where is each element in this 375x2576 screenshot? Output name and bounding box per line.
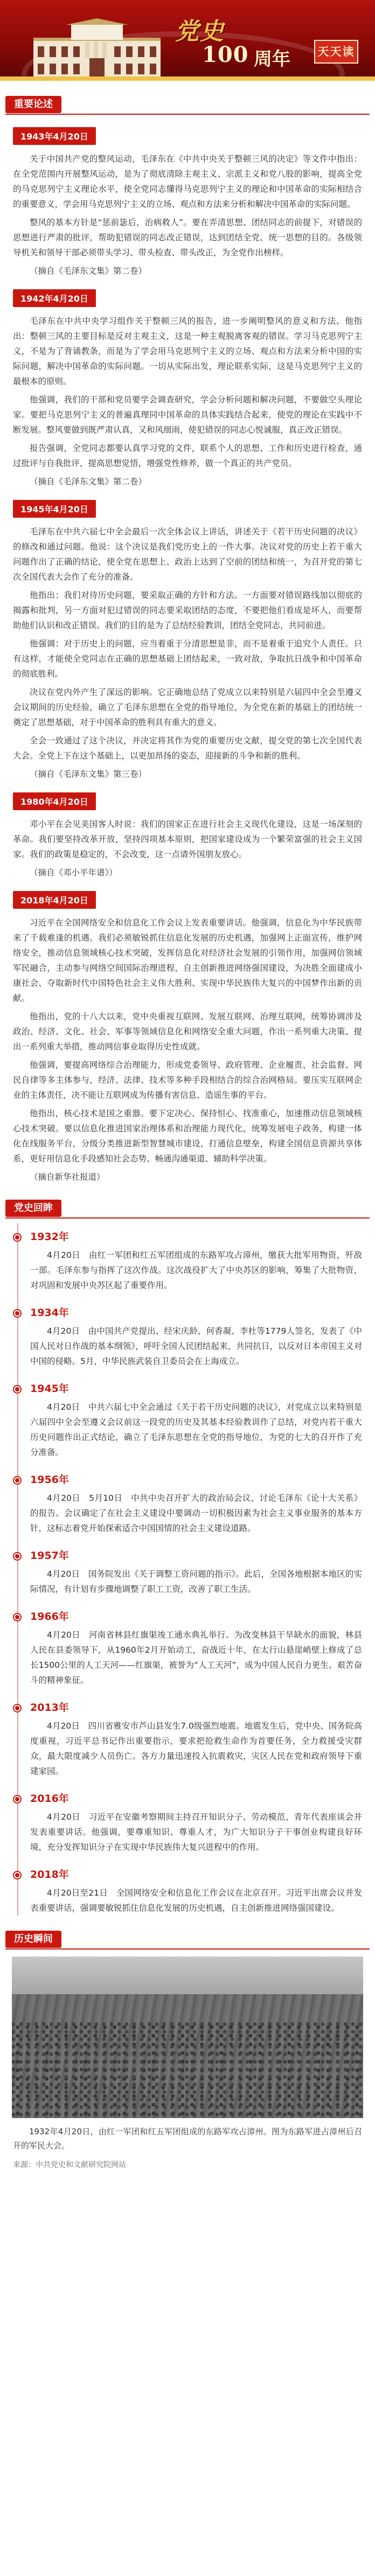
speech-paragraph: 他强调：对于历史上的问题，应当着重于分清思想是非，而不是着重于追究个人责任。只有这样，才能使全党同志在正确的思想基础上团结起来，一致对敌，争取抗日战争和中国革命的彻底胜利。 (13, 639, 362, 679)
section-header-photo (0, 1931, 375, 1949)
banner-title-party-history: 党史 (175, 18, 225, 45)
speech-paragraph: 他指出，核心技术是国之重器。要下定决心、保持恒心、找准重心，加速推动信息领域核心技术突破。要以信息化推进国家治理体系和治理能力现代化，统筹发展电子政务，构建一体化在线服务平台，分级分类推进新型智慧城市建设，打通信息壁垒，构建全国信息资源共享体系，更好用信息化手段感知社会态势、畅通沟通渠道、辅助科学决策。 (13, 1109, 362, 1164)
timeline-item (30, 1226, 362, 1293)
timeline-text: 4月20日至21日 全国网络安全和信息化工作会议在北京召开。习近平出席会议并发表重要讲话，强调要敏锐抓住信息化发展的历史机遇，自主创新推进网络强国建设。 (30, 1888, 362, 1913)
timeline-year (30, 1381, 69, 1395)
timeline-year-label: 1932年 (30, 1231, 69, 1243)
timeline-year-label: 1966年 (30, 1611, 69, 1623)
speech-paragraph: 整风的基本方针是“惩前毖后，治病救人”。要在弄清思想、团结同志的前提下，对错误的思想进行严肃的批评，帮助犯错误的同志改正错误，达到团结全党、统一思想的目的。各级领导机关和领导干部必须带头学习、带头检查、带头改正，为全党作出榜样。 (13, 218, 362, 257)
photo-container (0, 1954, 375, 2118)
banner-gold-stripe (0, 76, 375, 81)
timeline-dot-icon (14, 1705, 20, 1711)
historic-photo[interactable] (12, 1957, 363, 2118)
timeline-text: 4月20日 中共六届七中全会通过《关于若干历史问题的决议》，对党成立以来特别是六届四中全会至遵义会议前这一段党的历史及其基本经验教训作了总结，对党内若干重大历史问题作出正式结论，确立了毛泽东思想在全党的指导地位，为党的七大的召开作了充分准备。 (30, 1402, 362, 1457)
section-rule (5, 1217, 370, 1219)
timeline-item (30, 1544, 362, 1597)
speech-paragraph: 毛泽东在中共六届七中全会最后一次全体会议上讲话，讲述关于《若干历史问题的决议》的修改和通过问题。他说：这个决议是我们党历史上的一件大事。决议对党的历史上若干重大问题作出了正确的结论，使全党在思想上、政治上达到了空前的团结和统一，为召开党的第七次全国代表大会作了充分的准备。 (13, 527, 362, 582)
timeline-year (30, 1472, 69, 1486)
speech-date: 1945年4月20日 (13, 500, 96, 518)
speech-block-2018 (0, 883, 375, 1185)
timeline-text: 4月20日 5月10日 中共中央召开扩大的政治局会议，讨论毛泽东《论十大关系》的报告。会议确定了在社会主义建设中要调动一切积极因素为社会主义事业服务的基本方针，这标志着党开始探索适合中国国情的社会主义建设道路。 (30, 1493, 362, 1533)
timeline-text: 4月20日 国务院发出《关于调整工资问题的指示》。此后，全国各地根据本地区的实际情况，有计划有步骤地调整了职工工资，改善了职工生活。 (30, 1569, 362, 1594)
speech-date: 1943年4月20日 (13, 127, 96, 145)
timeline-dot-icon (14, 1310, 20, 1317)
speech-date: 1980年4月20日 (13, 792, 96, 810)
timeline-dot-icon (14, 1386, 20, 1393)
timeline-dot-icon (14, 1872, 20, 1878)
timeline-year-label: 2018年 (30, 1869, 69, 1881)
banner-title (175, 11, 358, 70)
photo-crowd (12, 2021, 363, 2118)
timeline-year (30, 1867, 69, 1881)
section-rule (5, 1948, 370, 1950)
speech-date: 2018年4月20日 (13, 891, 96, 909)
speech-block-1945 (0, 492, 375, 782)
speech-block-1980 (0, 785, 375, 880)
speech-paragraph: 报告强调，全党同志都要认真学习党的文件，联系个人的思想、工作和历史进行检查，通过批评与自我批评，提高思想觉悟，增强党性修养，做一个真正的共产党员。 (13, 443, 362, 468)
speech-block-1943 (0, 120, 375, 279)
timeline-year-label: 1945年 (30, 1383, 69, 1395)
section-header-timeline (0, 1200, 375, 1218)
section-title-photo: 历史瞬间 (5, 1931, 61, 1948)
timeline-year (30, 1791, 69, 1805)
header-banner (0, 0, 375, 81)
section-rule (5, 114, 370, 115)
speech-paragraph: 他强调，我们的干部和党员要学会调查研究，学会分析问题和解决问题，不要做空头理论家。要把马克思列宁主义的普遍真理同中国革命的具体实践结合起来，使党的理论在实践中不断发展。整风要做到既严肃认真，又和风细雨，使犯错误的同志心悦诚服，真正改正错误。 (13, 395, 362, 435)
timeline-item (30, 1787, 362, 1855)
speech-paragraph: 他指出：我们对待历史问题，要采取正确的方针和方法。一方面要对错误路线加以彻底的揭露和批判，另一方面对犯过错误的同志要采取团结的态度，不要把他们看成是坏人，而要帮助他们认识和改正错误。我们的目的是为了总结经验教训，团结全党同志，共同前进。 (13, 590, 362, 630)
speech-source: （摘自《毛泽东文集》第二卷） (30, 477, 147, 486)
timeline-item (30, 1377, 362, 1460)
timeline-dot-icon (14, 1477, 20, 1484)
history-timeline (0, 1223, 375, 1916)
speech-paragraph: 他指出，党的十八大以来，党中央重视互联网、发展互联网、治理互联网，统筹协调涉及政治、经济、文化、社会、军事等领域信息化和网络安全重大问题，作出一系列重大决策、提出一系列重大举措，推动网信事业取得历史性成就。 (13, 1012, 362, 1052)
photo-caption: 1932年4月20日，由红一军团和红五军团组成的东路军攻占漳州。图为东路军进占漳州后召开的军民大会。 (13, 2127, 362, 2150)
speech-source: （摘自《毛泽东文集》第三卷） (30, 769, 147, 779)
timeline-year-label: 1957年 (30, 1550, 69, 1562)
section-title-speeches: 重要论述 (5, 96, 61, 113)
timeline-year (30, 1229, 69, 1243)
timeline-year (30, 1700, 69, 1714)
article-source: 来源：中共党史和文献研究院网站 (13, 2161, 126, 2169)
timeline-dot-icon (14, 1553, 20, 1559)
timeline-item (30, 1863, 362, 1916)
speech-paragraph: 决议在党内外产生了深远的影响。它正确地总结了党成立以来特别是六届四中全会至遵义会议期间的历史经验，确立了毛泽东思想在全党的指导地位，为全党在新的基础上的团结统一奠定了思想基础，对于中国革命的胜利具有重大的意义。 (13, 687, 362, 727)
timeline-dot-icon (14, 1614, 20, 1620)
speech-paragraph: 毛泽东在中共中央学习组作关于整顿三风的报告，进一步阐明整风的意义和方法。他指出：整顿三风的主要目标是反对主观主义，这是一种主观脱离客观的错误。学习马克思列宁主义，不是为了背诵教条，而是为了学会用马克思列宁主义的立场、观点和方法来分析中国的实际问题，解决中国革命的实际问题。一切从实际出发，理论联系实际，这是马克思列宁主义的最根本的原则。 (13, 316, 362, 386)
timeline-year-label: 2013年 (30, 1702, 69, 1714)
speech-source: （摘自《毛泽东文集》第二卷） (30, 266, 147, 276)
timeline-text: 4月20日 四川省雅安市芦山县发生7.0级强烈地震。地震发生后，党中央、国务院高度重视，习近平总书记作出重要指示，要求把抢救生命作为首要任务，全力救援受灾群众，最大限度减少人员伤亡。各方力量迅速投入抗震救灾，灾区人民在党和政府领导下重建家园。 (30, 1721, 362, 1776)
timeline-item (30, 1301, 362, 1369)
speech-paragraph: 邓小平在会见美国客人时说：我们的国家正在进行社会主义现代化建设，这是一场深刻的革命。我们要坚持改革开放，坚持四项基本原则，把国家建设成为一个繁荣富强的社会主义国家。我们的政策是稳定的，不会改变，这一点请外国朋友放心。 (13, 819, 362, 859)
banner-title-anniversary: 周年 (254, 48, 290, 70)
speech-paragraph: 全会一致通过了这个决议，并决定将其作为党的重要历史文献，提交党的第七次全国代表大会。全党上下在这个基础上，以更加昂扬的姿态，迎接新的斗争和新的胜利。 (13, 736, 362, 761)
timeline-year (30, 1609, 69, 1623)
speech-block-1942 (0, 282, 375, 489)
timeline-text: 4月20日 河南省林县红旗渠竣工通水典礼举行。为改变林县干旱缺水的面貌，林县人民在县委领导下，从1960年2月开始动工，奋战近十年，在太行山悬崖峭壁上修成了总长1500公里的人工天河——红旗渠，被誉为“人工天河”，成为中国人民自力更生、艰苦奋斗的精神象征。 (30, 1630, 362, 1685)
timeline-text: 4月20日 由中国共产党提出、经宋庆龄、何香凝、李杜等1779人签名，发表了《中国人民对日作战的基本纲领》，呼吁全国人民团结起来，共同抗日，以反对日本帝国主义对中国的侵略。5月，中华民族武装自卫委员会在上海成立。 (30, 1326, 362, 1366)
timeline-text: 4月20日 习近平在安徽考察期间主持召开知识分子、劳动模范、青年代表座谈会并发表重要讲话。他强调，要尊重知识、尊重人才，为广大知识分子干事创业构建良好环境，充分发挥知识分子在实现中华民族伟大复兴进程中的作用。 (30, 1812, 362, 1852)
section-header-speeches (0, 96, 375, 114)
timeline-year-label: 1956年 (30, 1474, 69, 1486)
timeline-text: 4月20日 由红一军团和红五军团组成的东路军攻占漳州，缴获大批军用物资，歼敌一部。毛泽东参与指挥了这次作战。这次战役扩大了中央苏区的影响，筹集了大批物资，对巩固和发展中央苏区起了重要作用。 (30, 1250, 362, 1290)
building-illustration (33, 18, 161, 81)
timeline-year (30, 1305, 69, 1319)
timeline-item (30, 1605, 362, 1688)
timeline-item (30, 1468, 362, 1536)
speech-paragraph: 习近平在全国网络安全和信息化工作会议上发表重要讲话。他强调，信息化为中华民族带来了千载难逢的机遇。我们必须敏锐抓住信息化发展的历史机遇，加强网上正面宣传，维护网络安全，推动信息领域核心技术突破，发挥信息化对经济社会发展的引领作用，加强网信领域军民融合，主动参与网络空间国际治理进程，自主创新推进网络强国建设，为决胜全面建成小康社会、夺取新时代中国特色社会主义伟大胜利、实现中华民族伟大复兴的中国梦作出新的贡献。 (13, 918, 362, 1003)
timeline-dot-icon (14, 1796, 20, 1802)
photo-sky (12, 1957, 363, 1994)
speech-source: （摘自新华社报道） (30, 1172, 105, 1182)
timeline-dot-icon (14, 1234, 20, 1241)
section-title-timeline: 党史回眸 (5, 1200, 61, 1217)
speech-source: （摘自《邓小平年谱》） (30, 868, 117, 878)
timeline-item (30, 1696, 362, 1779)
banner-title-number: 100 (202, 42, 249, 67)
timeline-year-label: 1934年 (30, 1307, 69, 1319)
timeline-line (17, 1223, 18, 1916)
daily-read-badge: 天天读 (314, 40, 358, 64)
timeline-year-label: 2016年 (30, 1793, 69, 1805)
timeline-year (30, 1548, 69, 1562)
speech-paragraph: 他强调，要提高网络综合治理能力，形成党委领导、政府管理、企业履责、社会监督、网民自律等多主体参与，经济、法律、技术等多种手段相结合的综合治网格局。要压实互联网企业的主体责任，决不能让互联网成为传播有害信息、造谣生事的平台。 (13, 1060, 362, 1100)
speech-date: 1942年4月20日 (13, 289, 96, 307)
speech-paragraph: 关于中国共产党的整风运动，毛泽东在《中共中央关于整顿三风的决定》等文件中指出：在全党范围内开展整风运动，是为了彻底清除主观主义、宗派主义和党八股的影响，提高全党的马克思列宁主义理论水平，使全党同志懂得马克思列宁主义的理论和中国革命的实际相结合的重要意义，学会用马克思列宁主义的立场、观点和方法来分析和解决中国革命的实际问题。 (13, 154, 362, 209)
